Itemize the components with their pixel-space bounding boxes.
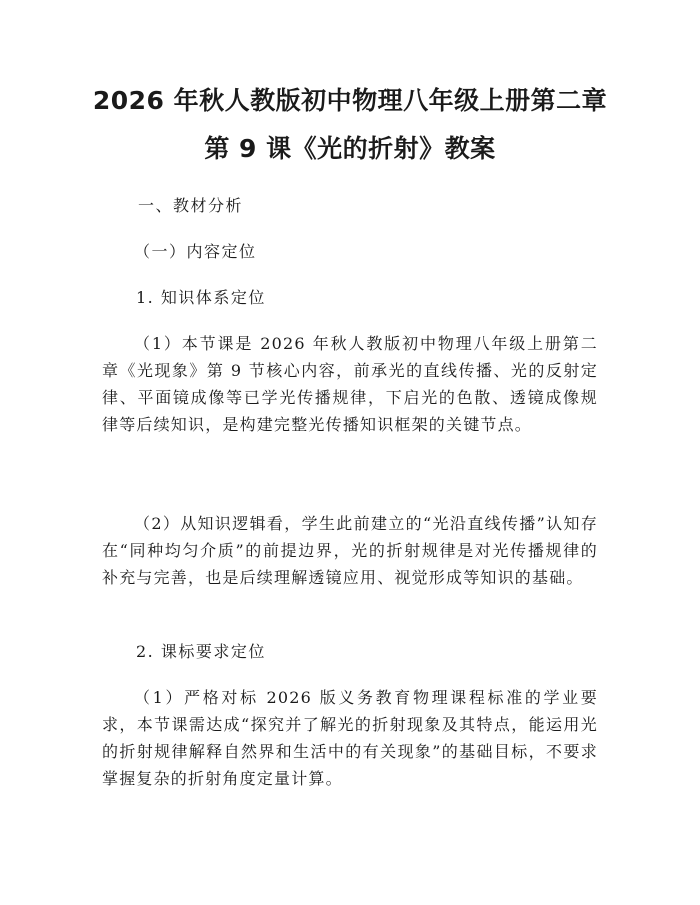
paragraph-knowledge-system-2: （2）从知识逻辑看，学生此前建立的“光沿直线传播”认知存在“同种均匀介质”的前提边界，光的折射规律是对光传播规律的补充与完善，也是后续理解透镜应用、视觉形成等知识的基础。 xyxy=(102,514,598,587)
subsection-heading-content-positioning: （一）内容定位 xyxy=(134,242,257,261)
section-heading-textbook-analysis: 一、教材分析 xyxy=(138,196,244,215)
paragraph-knowledge-system-1: （1）本节课是 2026 年秋人教版初中物理八年级上册第二章《光现象》第 9 节核心内容，前承光的直线传播、光的反射定律、平面镜成像等已学光传播规律，下启光的色散、透镜成像规律等后续知识，是构建完整光传播知识框架的关键节点。 xyxy=(102,334,598,434)
document-title-line-1: 2026 年秋人教版初中物理八年级上册第二章 xyxy=(92,86,608,115)
paragraph-curriculum-standard-1: （1）严格对标 2026 版义务教育物理课程标准的学业要求，本节课需达成“探究并了解光的折射现象及其特点，能运用光的折射规律解释自然界和生活中的有关现象”的基础目标，不要求掌握复杂的折射角度定量计算。 xyxy=(102,688,598,788)
item-heading-curriculum-standard: 2. 课标要求定位 xyxy=(136,642,266,661)
document-title-line-2: 第 9 课《光的折射》教案 xyxy=(204,134,496,163)
item-heading-knowledge-system: 1. 知识体系定位 xyxy=(136,288,266,307)
